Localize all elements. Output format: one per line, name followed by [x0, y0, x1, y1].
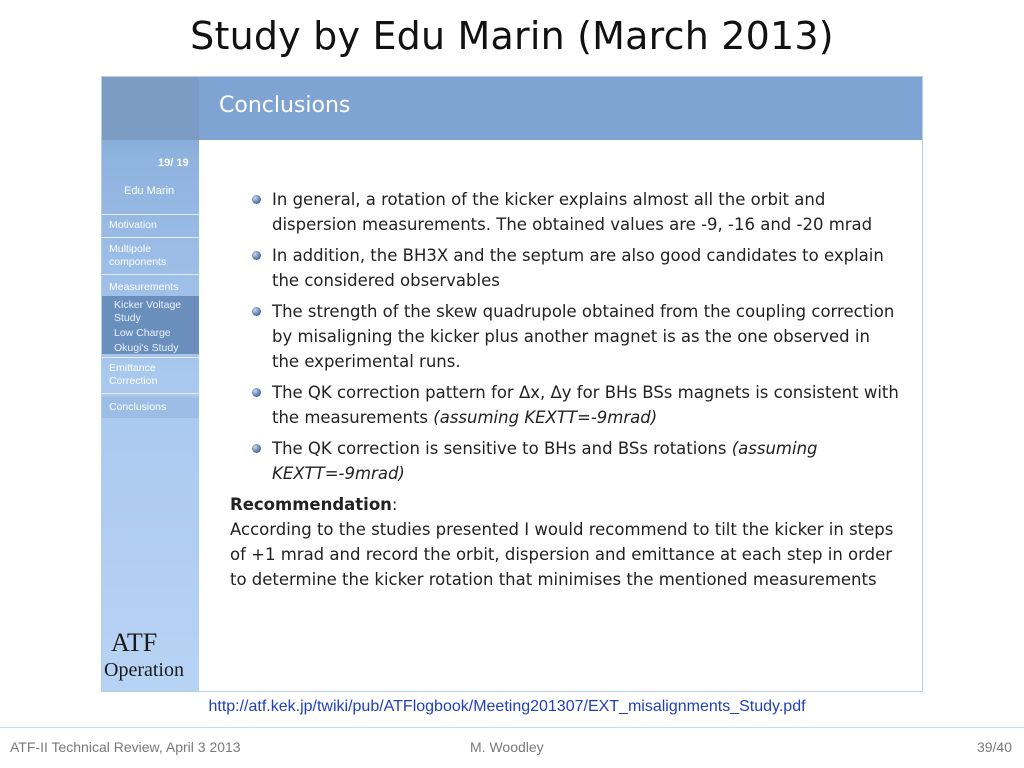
nav-item-measurements[interactable]: Measurements	[109, 281, 179, 293]
beamer-header-bar	[199, 77, 922, 140]
nav-sub-kicker-voltage[interactable]: Kicker Voltage	[114, 299, 182, 311]
nav-divider	[102, 237, 199, 238]
recommendation-colon: :	[391, 495, 398, 514]
bullet-note: (assuming KEXTT=-9mrad)	[272, 439, 818, 483]
bullet-icon	[252, 388, 261, 397]
list-item	[230, 187, 900, 237]
footer-event: ATF-II Technical Review, April 3 2013	[10, 739, 241, 755]
nav-item-label: Emittance	[109, 362, 156, 374]
atf-operation-logo	[102, 629, 199, 683]
nav-divider	[102, 393, 199, 394]
beamer-sidebar	[102, 77, 199, 691]
nav-item-conclusions[interactable]: Conclusions	[102, 397, 199, 418]
bullet-text: The strength of the skew quadrupole obtained from the coupling correction by misaligning the kicker plus another magnet is as the one observed in the experimental runs.	[272, 302, 895, 371]
footer-page-number: 39/40	[976, 739, 1012, 755]
nav-subsection-group	[102, 296, 199, 354]
list-item	[230, 299, 900, 374]
list-item	[230, 380, 900, 430]
nav-divider	[102, 214, 199, 215]
bullet-icon	[252, 307, 261, 316]
nav-item-motivation[interactable]: Motivation	[109, 219, 157, 231]
embedded-beamer-slide	[101, 76, 923, 692]
bullet-text: In addition, the BH3X and the septum are also good candidates to explain the considered observables	[272, 246, 884, 290]
nav-sub-okugi[interactable]: Okugi's Study	[114, 341, 179, 354]
conclusion-list	[230, 187, 900, 486]
logo-text-atf: ATF	[111, 628, 158, 657]
bullet-icon	[252, 444, 261, 453]
source-link[interactable]: http://atf.kek.jp/twiki/pub/ATFlogbook/Meeting201307/EXT_misalignments_Study.pdf	[208, 698, 806, 715]
list-item	[230, 243, 900, 293]
nav-divider	[102, 274, 199, 275]
recommendation-title: Recommendation	[230, 495, 392, 514]
bullet-text: The QK correction is sensitive to BHs and BSs rotations	[272, 439, 732, 458]
bullet-text: In general, a rotation of the kicker explains almost all the orbit and dispersion measurements. The obtained values are -9, -16 and -20 mrad	[272, 190, 873, 234]
nav-item-label: components	[109, 256, 167, 268]
footer-divider	[0, 727, 1024, 728]
beamer-frame-title: Conclusions	[219, 93, 351, 118]
bullet-note: (assuming KEXTT=-9mrad)	[433, 408, 658, 427]
conclusions-content	[230, 187, 900, 592]
nav-item-emittance[interactable]	[102, 362, 199, 388]
bullet-icon	[252, 195, 261, 204]
nav-item-multipole[interactable]	[102, 243, 199, 269]
recommendation-block	[230, 492, 900, 592]
list-item	[230, 436, 900, 486]
nav-item-label: Multipole	[109, 243, 152, 255]
sidebar-header-block	[102, 77, 199, 140]
footer-presenter: M. Woodley	[470, 739, 544, 755]
bullet-icon	[252, 251, 261, 260]
bullet-text: The QK correction pattern for Δx, Δy for BHs BSs magnets is consistent with the measurements	[272, 383, 899, 427]
beamer-page-number: 19/ 19	[158, 157, 189, 169]
slide-title: Study by Edu Marin (March 2013)	[190, 14, 834, 58]
beamer-author: Edu Marin	[124, 185, 175, 197]
nav-divider	[102, 357, 199, 358]
nav-sub-low-charge[interactable]: Low Charge	[114, 327, 171, 339]
recommendation-text: According to the studies presented I would recommend to tilt the kicker in steps of +1 mrad and record the orbit, dispersion and emittance at each step in order to determine the kicker rotation that minimises the mentioned measurements	[230, 520, 894, 589]
nav-sub-kicker-voltage-cont[interactable]: Study	[114, 311, 141, 324]
logo-text-operation: Operation	[104, 659, 184, 681]
nav-item-label: Correction	[109, 375, 158, 387]
recommendation-heading	[230, 492, 900, 517]
